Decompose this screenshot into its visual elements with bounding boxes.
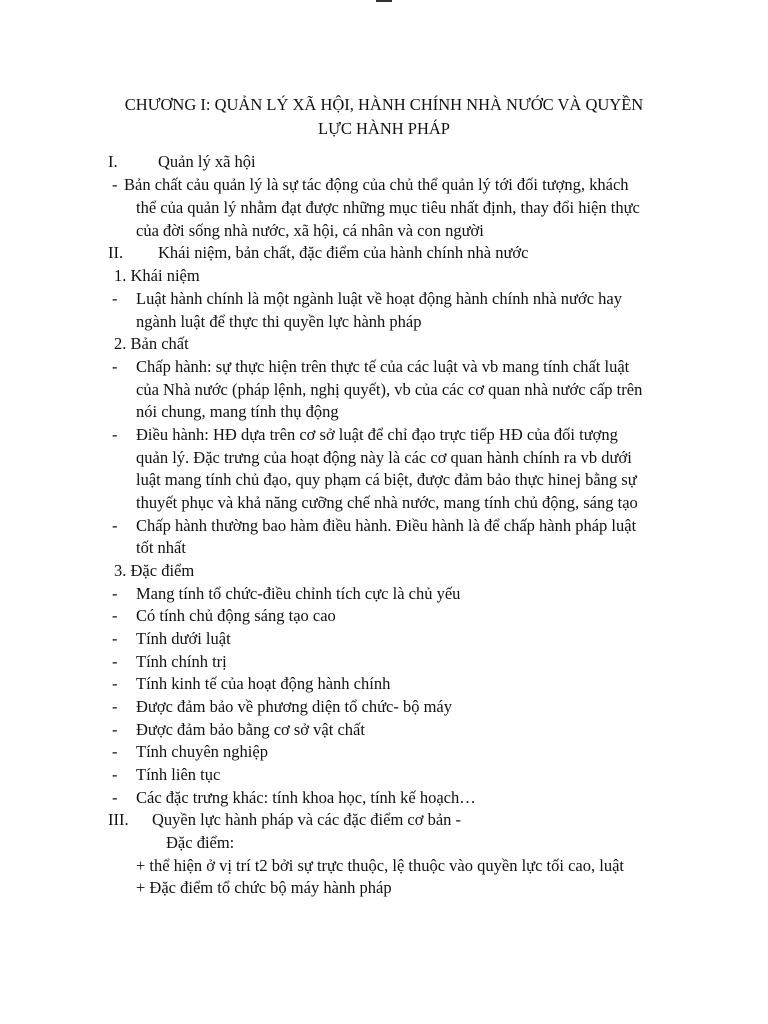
subsection-2-1-line-2: ngành luật để thực thi quyền lực hành pháp [136, 312, 422, 331]
subsection-2-1-bullet: - [112, 289, 118, 308]
feature-item: Các đặc trưng khác: tính khoa học, tính kế hoạch… [136, 788, 476, 807]
section-3-sub-heading: Đặc điểm: [166, 833, 235, 852]
section-1-text-line-1: Bản chất cảu quản lý là sự tác động của chủ thể quản lý tới đối tượng, khách [124, 175, 629, 194]
section-1-text-line-2: thể của quản lý nhằm đạt được những mục tiêu nhất định, thay đổi hiện thực [136, 198, 640, 217]
feature-item: Được đảm bảo bằng cơ sở vật chất [136, 720, 365, 739]
section-3-item: + thể hiện ở vị trí t2 bởi sự trực thuộc, lệ thuộc vào quyền lực tối cao, luật [136, 856, 624, 875]
feature-bullet: - [112, 788, 118, 807]
subsection-2-2-item-2-line-4: thuyết phục và khả năng cưỡng chế nhà nước, mang tính chủ động, sáng tạo [136, 493, 638, 512]
section-2-numeral: II. [108, 243, 124, 262]
page-top-mark [376, 0, 392, 2]
subsection-2-2-item-2-bullet: - [112, 425, 118, 444]
subsection-2-2-item-3-bullet: - [112, 516, 118, 535]
subsection-2-2-item-1-line-2: của Nhà nước (pháp lệnh, nghị quyết), vb của các cơ quan nhà nước cấp trên [136, 380, 643, 399]
subsection-2-2-item-3-line-1: Chấp hành thường bao hàm điều hành. Điều hành là để chấp hành pháp luật [136, 516, 637, 535]
section-1-numeral: I. [108, 152, 118, 171]
chapter-title-line-2: LỰC HÀNH PHÁP [318, 119, 450, 138]
subsection-2-2-item-1-line-3: nói chung, mang tính thụ động [136, 402, 339, 421]
subsection-2-2-item-2-line-2: quản lý. Đặc trưng của hoạt động này là các cơ quan hành chính ra vb dưới [136, 448, 632, 467]
chapter-title-line-1: CHƯƠNG I: QUẢN LÝ XÃ HỘI, HÀNH CHÍNH NHÀ NƯỚC VÀ QUYỀN [124, 95, 644, 114]
feature-bullet: - [112, 584, 118, 603]
feature-item: Tính dưới luật [136, 629, 231, 648]
subsection-2-1-heading: 1. Khái niệm [114, 266, 200, 285]
feature-item: Có tính chủ động sáng tạo cao [136, 606, 336, 625]
section-3-item: + Đặc điểm tổ chức bộ máy hành pháp [136, 878, 392, 897]
subsection-2-3-heading: 3. Đặc điểm [114, 561, 195, 580]
feature-bullet: - [112, 697, 118, 716]
feature-item: Tính chính trị [136, 652, 227, 671]
subsection-2-2-item-1-line-1: Chấp hành: sự thực hiện trên thực tế của các luật và vb mang tính chất luật [136, 357, 630, 376]
section-1-heading: Quản lý xã hội [158, 152, 256, 171]
subsection-2-2-item-2-line-3: luật mang tính chủ đạo, quy phạm cá biệt, được đảm bảo thực hinej bằng sự [136, 470, 637, 489]
feature-bullet: - [112, 674, 118, 693]
subsection-2-2-item-1-bullet: - [112, 357, 118, 376]
section-3-numeral: III. [108, 810, 129, 829]
feature-item: Được đảm bảo về phương diện tổ chức- bộ máy [136, 697, 452, 716]
feature-item: Tính chuyên nghiệp [136, 742, 268, 761]
subsection-2-1-line-1: Luật hành chính là một ngành luật về hoạt động hành chính nhà nước hay [136, 289, 622, 308]
subsection-2-2-heading: 2. Bản chất [114, 334, 189, 353]
section-1-text-line-3: của đời sống nhà nước, xã hội, cá nhân và con người [136, 221, 484, 240]
section-3-heading: Quyền lực hành pháp và các đặc điểm cơ bản - [152, 810, 462, 829]
feature-item: Tính liên tục [136, 765, 221, 784]
section-1-bullet: - [112, 175, 118, 194]
feature-bullet: - [112, 652, 118, 671]
feature-item: Mang tính tổ chức-điều chỉnh tích cực là chủ yếu [136, 584, 461, 603]
subsection-2-2-item-2-line-1: Điều hành: HĐ dựa trên cơ sở luật để chỉ đạo trực tiếp HĐ của đối tượng [136, 425, 618, 444]
feature-item: Tính kinh tế của hoạt động hành chính [136, 674, 391, 693]
section-2-heading: Khái niệm, bản chất, đặc điểm của hành chính nhà nước [158, 243, 529, 262]
feature-bullet: - [112, 629, 118, 648]
subsection-2-2-item-3-line-2: tốt nhất [136, 538, 186, 557]
feature-bullet: - [112, 742, 118, 761]
feature-bullet: - [112, 765, 118, 784]
feature-bullet: - [112, 720, 118, 739]
feature-bullet: - [112, 606, 118, 625]
